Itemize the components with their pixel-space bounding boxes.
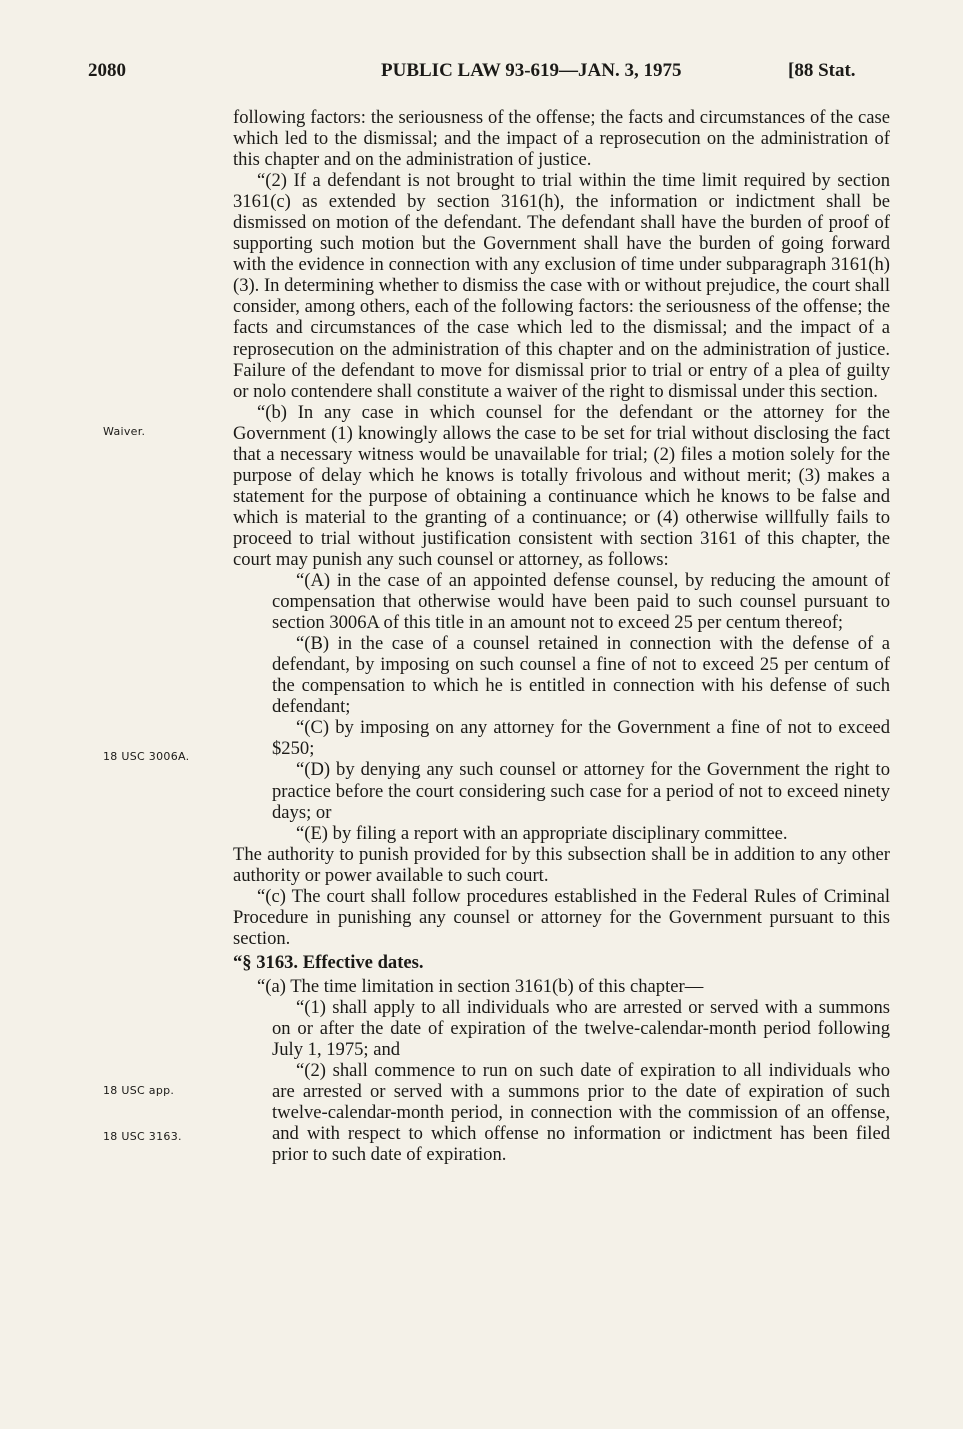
paragraph-subsection-b: “(b) In any case in which counsel for the defendant or the attorney for the Government (1) knowingly allows the case to be set for trial without disclosing the fact that a necessary witness would be unavailable for trial; (2) files a motion solely for the purpose of delay which he knows is totally frivolous and without merit; (3) makes a statement for the purpose of obtaining a continuance which he knows to be false and which is material to the granting of a continuance; or (4) otherwise willfully fails to proceed to trial without justification consistent with section 3161 of this chapter, the court may punish any such counsel or attorney, as follows: <box>233 401 890 570</box>
paragraph-subsection-a2: “(2) If a defendant is not brought to trial within the time limit required by section 3161(c) as extended by section 3161(h), the information or indictment shall be dismissed on motion of the defendant. The defendant shall have the burden of proof of supporting such motion but the Government shall have the burden of going forward with the evidence in connection with any exclusion of time under subparagraph 3161(h)(3). In determining whether to dismiss the case with or without prejudice, the court shall consider, among others, each of the following factors: the seriousness of the offense; the facts and circumstances of the case which led to the dismissal; and the impact of a reprosecution on the administration of this chapter and on the administration of justice. Failure of the defendant to move for dismissal prior to trial or entry of a plea of guilty or nolo contendere shall constitute a waiver of the right to dismissal under this section. <box>233 170 890 402</box>
paragraph-clause-d: “(D) by denying any such counsel or attorney for the Government the right to practice before the court considering such case for a period of not to exceed ninety days; or <box>272 759 890 823</box>
paragraph-clause-a: “(A) in the case of an appointed defense counsel, by reducing the amount of compensation that otherwise would have been paid to such counsel pursuant to section 3006A of this title in an amount not to exceed 25 per centum thereof; <box>272 570 890 634</box>
margin-note-waiver: Waiver. <box>103 425 146 438</box>
paragraph-continuation: following factors: the seriousness of the offense; the facts and circumstances of the case which led to the dismissal; and the impact of a reprosecution on the administration of this chapter and on the administration of justice. <box>233 107 890 171</box>
statute-body <box>233 107 890 1165</box>
page-number: 2080 <box>88 60 126 81</box>
section-heading-3163: “§ 3163. Effective dates. <box>233 951 424 973</box>
paragraph-subsection-c: “(c) The court shall follow procedures established in the Federal Rules of Criminal Procedure in punishing any counsel or attorney for the Government pursuant to this section. <box>233 885 890 949</box>
paragraph-clause-b: “(B) in the case of a counsel retained in connection with the defense of a defendant, by imposing on such counsel a fine of not to exceed 25 per centum of the compensation to which he is entitled in connection with his defense of such defendant; <box>272 633 890 718</box>
paragraph-3163-a: “(a) The time limitation in section 3161(b) of this chapter— <box>257 975 704 997</box>
paragraph-clause-c: “(C) by imposing on any attorney for the Government a fine of not to exceed $250; <box>272 717 890 760</box>
margin-note-18usc-app: 18 USC app. <box>103 1084 175 1097</box>
paragraph-3163-a1: “(1) shall apply to all individuals who are arrested or served with a summons on or after the date of expiration of the twelve-calendar-month period following July 1, 1975; and <box>272 996 890 1061</box>
paragraph-authority: The authority to punish provided for by this subsection shall be in addition to any other authority or power available to such court. <box>233 843 890 886</box>
paragraph-3163-a2: “(2) shall commence to run on such date of expiration to all individuals who are arrested or served with a summons prior to the date of expiration of such twelve-calendar-month period, in connection with the commission of an offense, and with respect to which offense no information or indictment has been filed prior to such date of expiration. <box>272 1060 890 1166</box>
running-title: PUBLIC LAW 93-619—JAN. 3, 1975 <box>381 60 682 81</box>
page-header <box>0 60 963 90</box>
margin-note-18usc3163: 18 USC 3163. <box>103 1130 182 1143</box>
paragraph-clause-e: “(E) by filing a report with an appropriate disciplinary committee. <box>296 822 788 844</box>
margin-note-18usc3006a: 18 USC 3006A. <box>103 750 190 763</box>
statute-volume: [88 Stat. <box>788 60 856 81</box>
